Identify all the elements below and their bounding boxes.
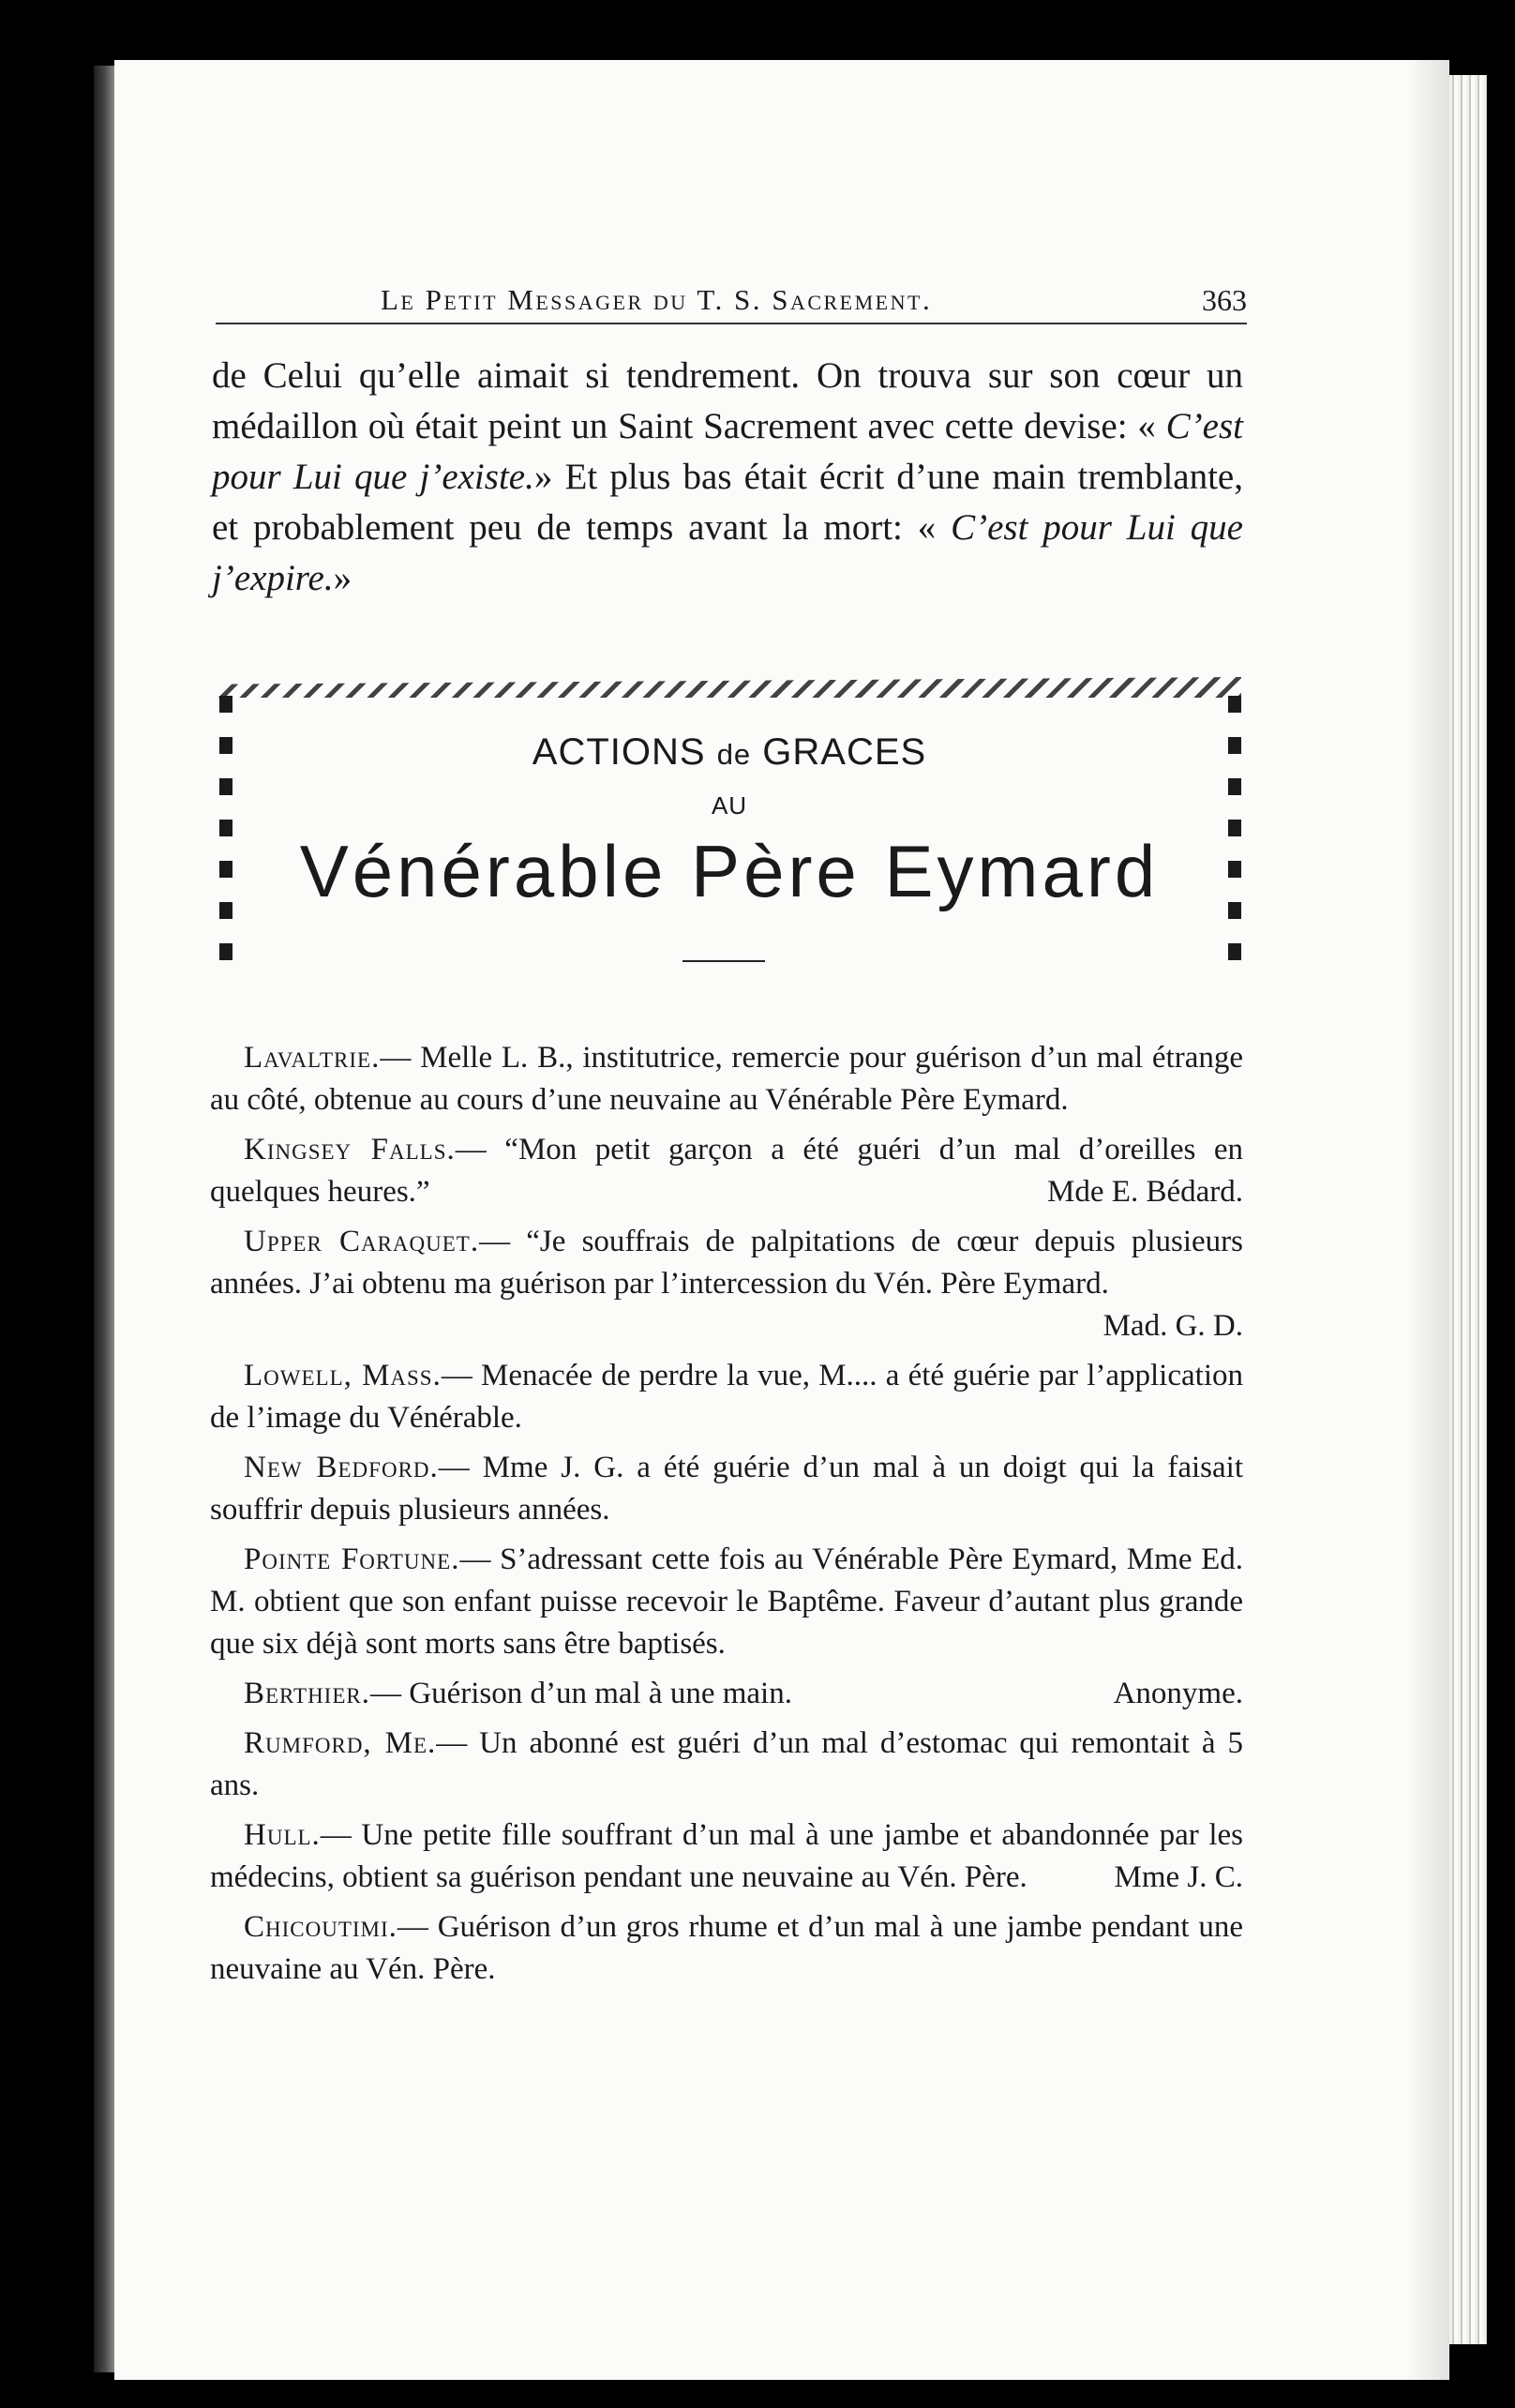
entry-signature: Anonyme. <box>1113 1677 1243 1710</box>
entry-place: Rumford, Me. <box>244 1726 437 1760</box>
entry-place: Lowell, Mass. <box>244 1359 442 1392</box>
entry-text: — Menacée de perdre la vue, M.... a été guérie par l’application de l’image du Vénérable. <box>210 1359 1243 1435</box>
list-item <box>210 1539 1243 1665</box>
entry-place: Kingsey Falls. <box>244 1133 456 1166</box>
page-header <box>216 283 1247 326</box>
entry-text: — Melle L. B., institutrice, remercie pour guérison d’un mal étrange au côté, obtenue au cours d’une neuvaine au Vénérable Père Eymard. <box>210 1041 1243 1117</box>
frame-top-border <box>218 677 1241 698</box>
entry-text: — Un abonné est guéri d’un mal d’estomac qui remontait à 5 ans. <box>210 1726 1243 1802</box>
box-name: Vénérable Père Eymard <box>299 830 1160 912</box>
list-item <box>210 1221 1243 1347</box>
box-title-part1: ACTIONS <box>532 731 706 773</box>
entry-signature: Mme J. C. <box>1114 1860 1243 1894</box>
entry-signature: Mad. G. D. <box>1102 1309 1243 1343</box>
entry-text: — “Mon petit garçon a été guéri d’un mal d’oreilles en quelques heures.” <box>210 1133 1243 1209</box>
entry-place: Upper Caraquet. <box>244 1225 480 1258</box>
entry-place: Lavaltrie. <box>244 1041 381 1075</box>
list-item <box>210 1037 1243 1121</box>
entry-text: — S’adressant cette fois au Vénérable Père Eymard, Mme Ed. M. obtient que son enfant puisse recevoir le Baptême. Faveur d’autant plus grande que six déjà sont morts sans être baptisés. <box>210 1543 1243 1661</box>
box-rule <box>682 960 765 962</box>
entry-place: Berthier. <box>244 1677 370 1710</box>
intro-quote-1: C’est pour Lui que j’existe. <box>212 406 1243 497</box>
entry-place: New Bedford. <box>244 1451 439 1484</box>
entries-list <box>210 1037 1243 1998</box>
list-item <box>210 1447 1243 1531</box>
title-frame <box>218 677 1241 986</box>
list-item <box>210 1355 1243 1439</box>
intro-text-2: » Et plus bas était écrit d’une main tremblante, et probablement peu de temps avant la mort: « <box>212 457 1243 548</box>
page-number: 363 <box>1202 283 1247 317</box>
page-stack-edge <box>1449 75 1487 2344</box>
intro-paragraph <box>212 351 1243 604</box>
box-title-part3: GRACES <box>762 731 927 773</box>
entry-place: Hull. <box>244 1818 321 1852</box>
entry-place: Chicoutimi. <box>244 1910 398 1944</box>
entry-signature: Mde E. Bédard. <box>1047 1175 1243 1209</box>
entry-text: — Mme J. G. a été guérie d’un mal à un doigt qui la faisait souffrir depuis plusieurs années. <box>210 1451 1243 1527</box>
box-subtitle: AU <box>711 791 748 820</box>
intro-text-3: » <box>333 558 352 598</box>
box-title <box>218 731 1241 774</box>
box-title-part2: de <box>716 738 752 771</box>
book-spine-edge <box>94 66 114 2372</box>
header-rule <box>216 323 1247 324</box>
intro-quote-2: C’est pour Lui que j’expire. <box>212 507 1243 598</box>
list-item <box>210 1814 1243 1899</box>
running-head: Le Petit Messager du T. S. Sacrement. <box>381 283 933 316</box>
list-item <box>210 1723 1243 1807</box>
entry-text: — “Je souffrais de palpitations de cœur depuis plusieurs années. J’ai obtenu ma guérison par l’intercession du Vén. Père Eymard. <box>210 1225 1243 1301</box>
entry-text: — Guérison d’un gros rhume et d’un mal à une jambe pendant une neuvaine au Vén. Père. <box>210 1910 1243 1986</box>
list-item <box>210 1129 1243 1213</box>
intro-text-1: de Celui qu’elle aimait si tendrement. On trouva sur son cœur un médaillon où était peint un Saint Sacrement avec cette devise: « <box>212 355 1243 446</box>
entry-text: — Guérison d’un mal à une main. <box>369 1677 792 1710</box>
entry-text: — Une petite fille souffrant d’un mal à une jambe et abandonnée par les médecins, obtient sa guérison pendant une neuvaine au Vén. Père. <box>210 1818 1243 1894</box>
entry-place: Pointe Fortune. <box>244 1543 460 1576</box>
list-item <box>210 1673 1243 1715</box>
list-item <box>210 1906 1243 1991</box>
page-shadow <box>1406 60 1449 2380</box>
